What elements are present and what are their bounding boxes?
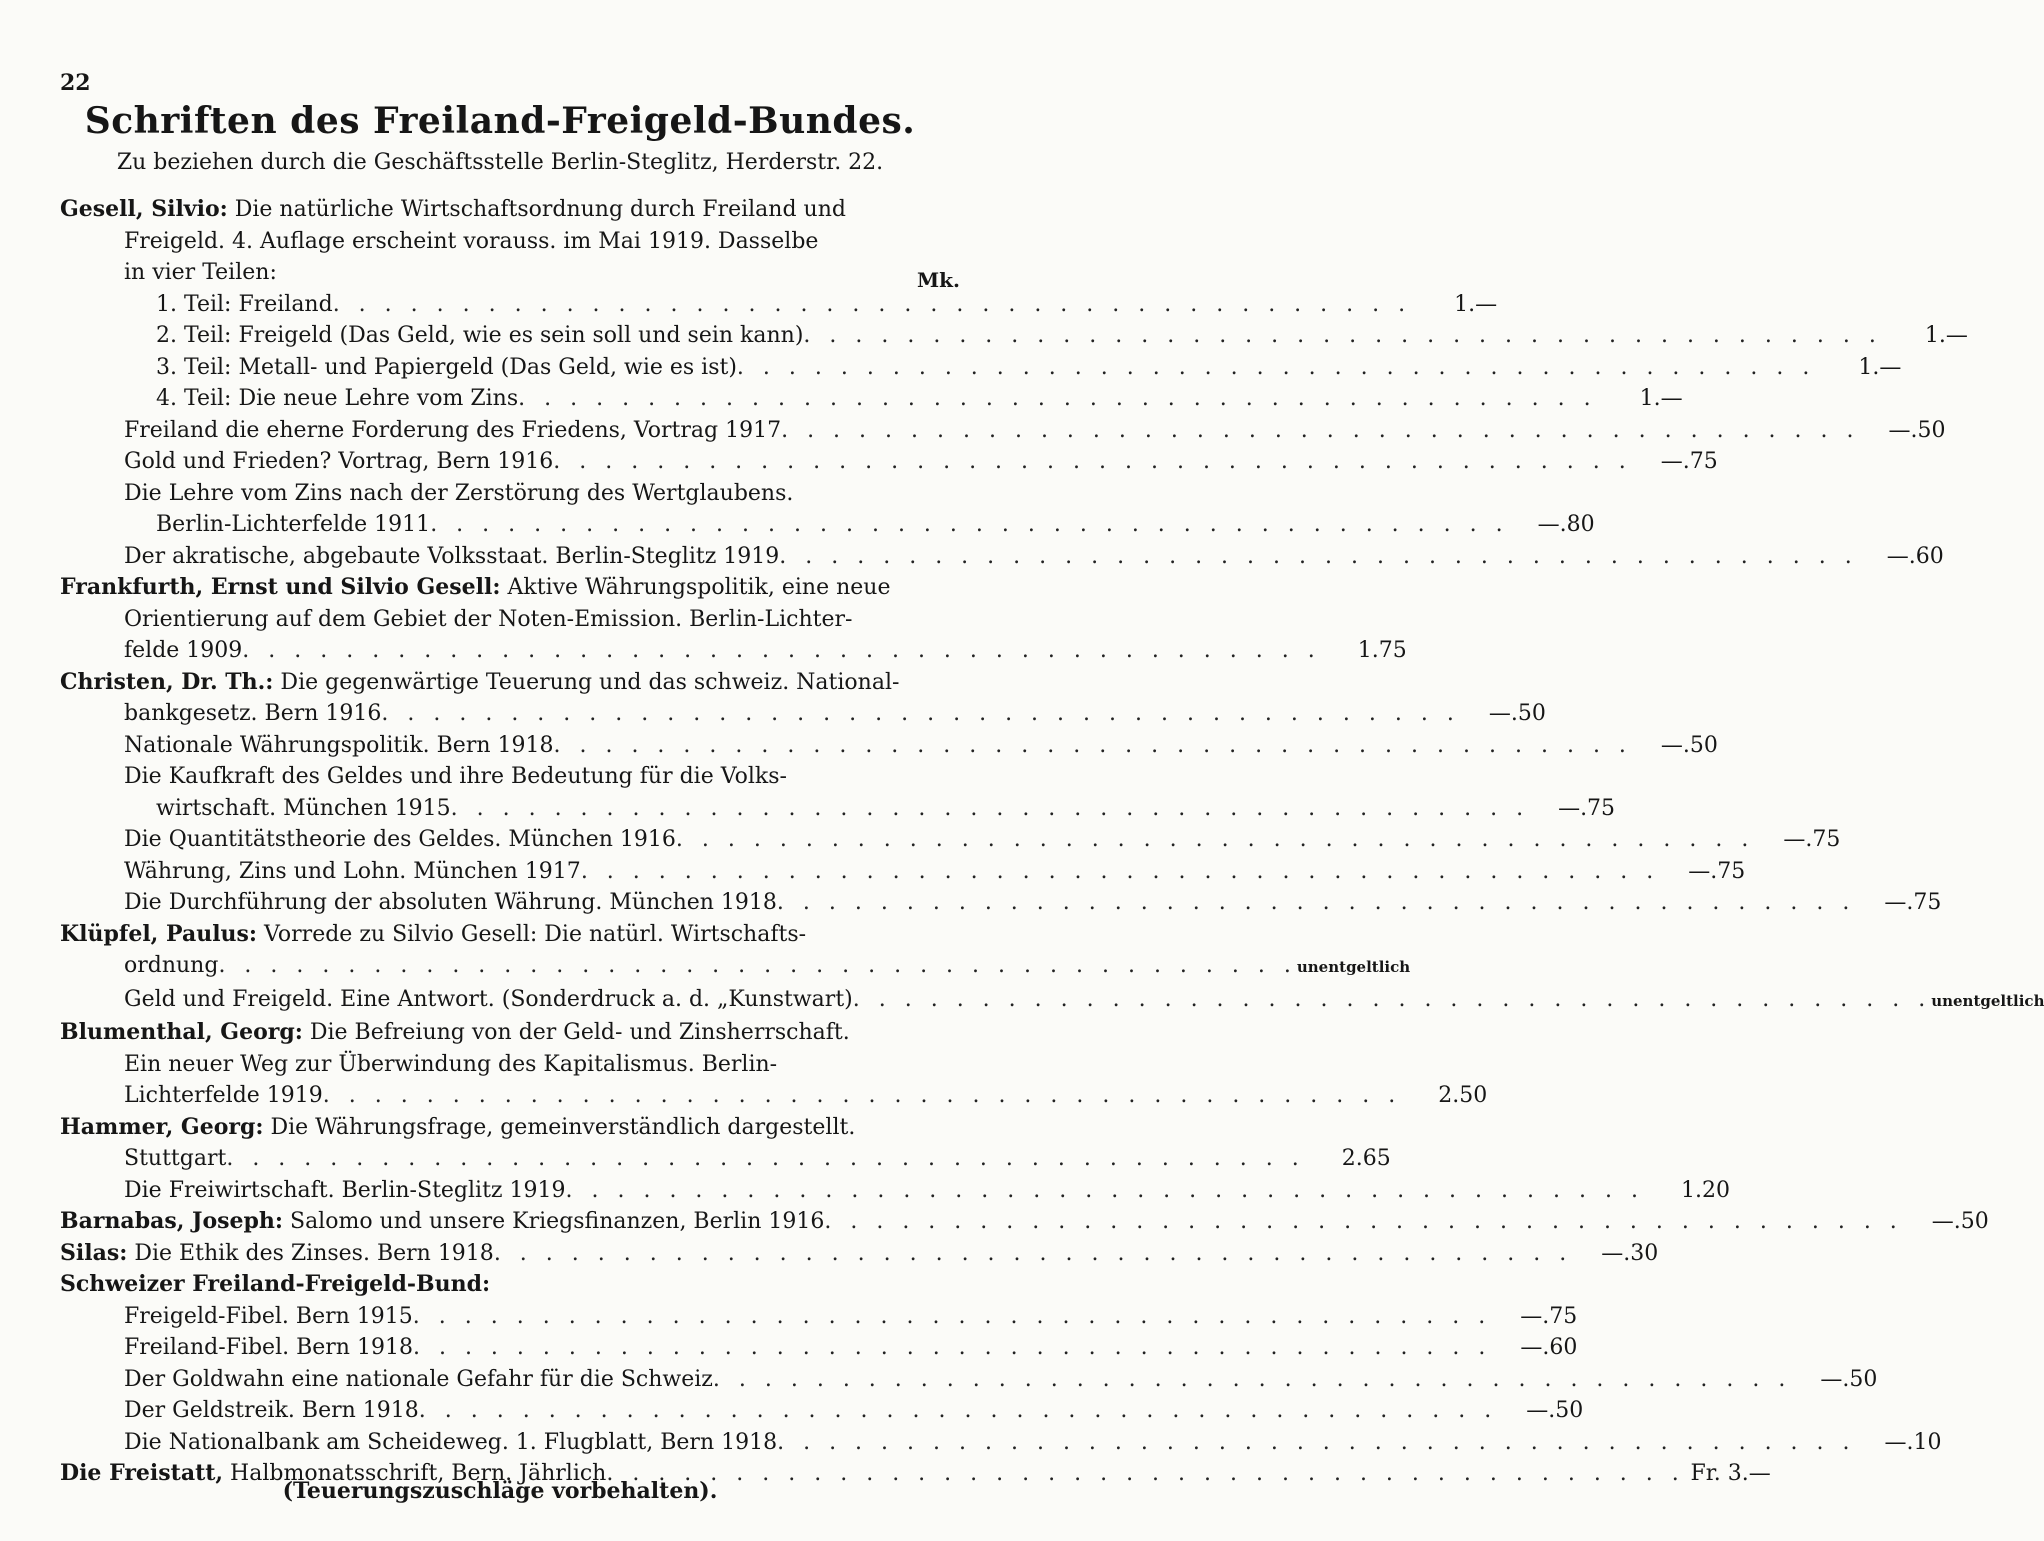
list-item (60, 856, 1746, 888)
publication-list (60, 194, 2044, 1490)
author-name: Klüpfel, Paulus: (60, 920, 258, 947)
entry-text: Orientierung auf dem Gebiet der Noten-Emission. Berlin-Lichter- (124, 606, 853, 632)
price: 1.— (1858, 354, 1902, 380)
list-item (60, 793, 1616, 825)
entry-text: Die Ethik des Zinses. Bern 1918 (127, 1240, 494, 1266)
list-item (60, 383, 1683, 415)
list-item (60, 446, 1718, 478)
leader-dots: . . . . . . . . . . . . . . . . . . . . . . . . . . . . . . . . . . . . . . . . . . (580, 858, 1660, 884)
entry-text: Ein neuer Weg zur Überwindung des Kapitalismus. Berlin- (124, 1051, 778, 1077)
list-item (60, 1332, 1578, 1364)
list-item (60, 320, 1968, 352)
list-item (60, 604, 960, 636)
list-item (60, 984, 2044, 1018)
leader-dots: . . . . . . . . . . . . . . . . . . . . . . . . . . . . . . . . . . . . . . . . . . (781, 417, 1860, 443)
entry-text: Freiland-Fibel. Bern 1918 (124, 1335, 413, 1360)
list-item (60, 1017, 960, 1049)
list-item (60, 415, 1946, 447)
leader-dots: . . . . . . . . . . . . . . . . . . . . . . . . . . . . . . . . . . . . . . . . . . (493, 1240, 1573, 1266)
list-item (60, 289, 1498, 321)
leader-dots: . . . . . . . . . . . . . . . . . . . . . . . . . . . . . . . . . . . . . . . . . . (518, 386, 1597, 411)
author-name: Christen, Dr. Th.: (60, 668, 274, 695)
page-title: Schriften des Freiland-Freigeld-Bundes. (84, 100, 916, 142)
price: —.50 (1488, 701, 1546, 726)
entry-text: Die Kaufkraft des Geldes und ihre Bedeutung für die Volks- (124, 764, 787, 789)
list-item (60, 635, 1407, 667)
price: —.60 (1520, 1335, 1578, 1360)
entry-text: Die gegenwärtige Teuerung und das schweiz. National- (273, 669, 900, 695)
price: Fr. 3.— (1690, 1461, 1771, 1486)
leader-dots: . . . . . . . . . . . . . . . . . . . . . . . . . . . . . . . . . . . . . . . . . . (226, 1146, 1305, 1171)
list-item (60, 1427, 1942, 1459)
list-item (60, 194, 960, 226)
leader-dots: . . . . . . . . . . . . . . . . . . . . . . . . . . . . . . . . . . . . . . . . . . (824, 1209, 1903, 1234)
list-item (60, 887, 1942, 919)
list-item (60, 1395, 1584, 1427)
price: —.60 (1886, 543, 1944, 569)
price: —.10 (1884, 1429, 1942, 1455)
price: 1.20 (1680, 1177, 1730, 1203)
list-item (60, 1269, 960, 1301)
entry-text: Die Quantitätstheorie des Geldes. München 1916 (124, 827, 676, 852)
leader-dots: . . . . . . . . . . . . . . . . . . . . . . . . . . . . . . . . . . . . . . . . . . (852, 986, 1932, 1012)
author-name: Barnabas, Joseph: (60, 1208, 283, 1234)
leader-dots: . . . . . . . . . . . . . . . . . . . . . . . . . . . . . . . . . . . . . . . . . . (381, 701, 1460, 726)
list-item (60, 950, 1411, 984)
author-name: Hammer, Georg: (60, 1113, 264, 1140)
author-name: Frankfurth, Ernst und Silvio Gesell: (60, 574, 501, 600)
entry-text: bankgesetz. Bern 1916 (124, 701, 382, 726)
entry-text: Freigeld. 4. Auflage erscheint vorauss. im Mai 1919. Dasselbe (124, 228, 819, 254)
leader-dots: . . . . . . . . . . . . . . . . . . . . . . . . . . . . . . . . . . . . . . . . . . (675, 827, 1755, 852)
list-item (60, 1080, 1488, 1112)
leader-dots: . . . . . . . . . . . . . . . . . . . . . . . . . . . . . . . . . . . . . . . . . . (776, 890, 1856, 915)
price: —.30 (1601, 1240, 1659, 1266)
price: 2.50 (1438, 1083, 1488, 1108)
entry-text: ordnung (124, 953, 219, 978)
entry-text: Die natürliche Wirtschaftsordnung durch Freiland und (227, 197, 846, 222)
price: 1.— (1454, 291, 1498, 317)
price: —.75 (1660, 449, 1718, 474)
list-item (60, 730, 1718, 762)
entry-text: Freiland die eherne Forderung des Friedens, Vortrag 1917 (124, 417, 782, 443)
leader-dots: . . . . . . . . . . . . . . . . . . . . . . . . . . . . . . . . . . . . . . . . . . (242, 638, 1321, 663)
entry-text: Die Währungsfrage, gemeinverständlich dargestellt. (263, 1114, 856, 1140)
page-subtitle: Zu beziehen durch die Geschäftsstelle Berlin-Steglitz, Herderstr. 22. (116, 150, 884, 175)
list-item (60, 1238, 1659, 1270)
author-name: Blumenthal, Georg: (60, 1019, 303, 1045)
price: —.75 (1558, 795, 1616, 821)
list-item (60, 824, 1841, 856)
entry-text: felde 1909 (124, 638, 243, 663)
price: —.50 (1931, 1209, 1989, 1234)
price: 1.75 (1357, 638, 1407, 663)
entry-text: Der Goldwahn eine nationale Gefahr für die Schweiz (124, 1366, 713, 1392)
entry-text: wirtschaft. München 1915 (156, 795, 451, 821)
entry-text: Die Durchführung der absoluten Währung. München 1918 (124, 890, 777, 915)
leader-dots: . . . . . . . . . . . . . . . . . . . . . . . . . . . . . . . . . . . . . . . . . . (418, 1398, 1498, 1423)
entry-text: 2. Teil: Freigeld (Das Geld, wie es sein soll und sein kann) (156, 323, 804, 348)
entry-text: Die Nationalbank am Scheideweg. 1. Flugblatt, Bern 1918 (124, 1429, 778, 1455)
list-item (60, 478, 960, 510)
price: —.50 (1660, 732, 1718, 758)
entry-text: Berlin-Lichterfelde 1911 (156, 512, 431, 537)
price: unentgeltlich (1296, 958, 1411, 976)
leader-dots: . . . . . . . . . . . . . . . . . . . . . . . . . . . . . . . . . . . . . . . . . . (553, 732, 1632, 758)
author-name: Schweizer Freiland-Freigeld-Bund: (60, 1271, 491, 1297)
list-item (60, 1049, 960, 1081)
price: —.50 (1820, 1366, 1878, 1392)
price: —.75 (1783, 827, 1841, 852)
entry-text: Währung, Zins und Lohn. München 1917 (124, 858, 581, 884)
list-item (60, 257, 960, 289)
entry-text: Die Lehre vom Zins nach der Zerstörung des Wertglaubens. (124, 480, 794, 506)
list-item (60, 1364, 1878, 1396)
entry-text: Nationale Währungspolitik. Bern 1918 (124, 732, 554, 758)
leader-dots: . . . . . . . . . . . . . . . . . . . . . . . . . . . . . . . . . . . . . . . . . . (803, 323, 1882, 348)
author-name: Die Freistatt, (60, 1460, 224, 1486)
entry-text: Gold und Frieden? Vortrag, Bern 1916 (124, 449, 554, 474)
list-item (60, 667, 960, 699)
leader-dots: . . . . . . . . . . . . . . . . . . . . . . . . . . . . . . . . . . . . . . . . . . (736, 354, 1816, 380)
entry-text: Freigeld-Fibel. Bern 1915 (124, 1303, 413, 1329)
price: —.75 (1884, 890, 1942, 915)
list-item (60, 541, 1944, 573)
entry-text: 4. Teil: Die neue Lehre vom Zins (156, 386, 519, 411)
leader-dots: . . . . . . . . . . . . . . . . . . . . . . . . . . . . . . . . . . . . . . . . . . (412, 1335, 1492, 1360)
entry-text: Die Befreiung von der Geld- und Zinsherrschaft. (302, 1020, 850, 1045)
list-item (60, 572, 960, 604)
entry-text: 3. Teil: Metall- und Papiergeld (Das Geld, wie es ist) (156, 354, 737, 380)
leader-dots: . . . . . . . . . . . . . . . . . . . . . . . . . . . . . . . . . . . . . . . . . . (777, 1429, 1856, 1455)
list-item (60, 1175, 1730, 1207)
entry-text: Der Geldstreik. Bern 1918 (124, 1398, 419, 1423)
entry-text: Lichterfelde 1919 (124, 1083, 323, 1108)
price: —.50 (1526, 1398, 1584, 1423)
entry-text: Aktive Währungspolitik, eine neue (500, 575, 891, 600)
list-item (60, 352, 1902, 384)
footer-note: (Teuerungszuschläge vorbehalten). (282, 1478, 718, 1504)
leader-dots: . . . . . . . . . . . . . . . . . . . . . . . . . . . . . . . . . . . . . . . . . . (565, 1177, 1644, 1203)
price: —.75 (1520, 1303, 1578, 1329)
list-item (60, 698, 1546, 730)
author-name: Gesell, Silvio: (60, 196, 228, 222)
entry-text: Der akratische, abgebaute Volksstaat. Berlin-Steglitz 1919 (124, 543, 780, 569)
list-item (60, 1143, 1391, 1175)
price: 1.— (1924, 323, 1968, 348)
list-item (60, 919, 960, 951)
list-item (60, 1206, 1989, 1238)
entry-text: Halbmonatsschrift, Bern. Jährlich (223, 1461, 607, 1486)
entry-text: 1. Teil: Freiland (156, 291, 333, 317)
author-name: Silas: (60, 1239, 128, 1266)
leader-dots: . . . . . . . . . . . . . . . . . . . . . . . . . . . . . . . . . . . . . . . . . . (553, 449, 1632, 474)
currency-header: Mk. (917, 268, 960, 292)
leader-dots: . . . . . . . . . . . . . . . . . . . . . . . . . . . . . . . . . . . . . . . . . . (712, 1366, 1792, 1392)
price: —.80 (1537, 512, 1595, 537)
price: unentgeltlich (1931, 991, 2044, 1010)
price: 1.— (1639, 386, 1683, 411)
leader-dots: . . . . . . . . . . . . . . . . . . . . . . . . . . . . . . . . . . . . . . . . . . (412, 1303, 1492, 1329)
price: —.75 (1688, 858, 1746, 884)
leader-dots: . . . . . . . . . . . . . . . . . . . . . . . . . . . . . . . . . . . . . . . . . . (332, 291, 1412, 317)
entry-text: Salomo und unsere Kriegsfinanzen, Berlin 1916 (283, 1209, 825, 1234)
leader-dots: . . . . . . . . . . . . . . . . . . . . . . . . . . . . . . . . . . . . . . . . . . (450, 795, 1530, 821)
entry-text: Die Freiwirtschaft. Berlin-Steglitz 1919 (124, 1177, 566, 1203)
entry-text: Vorrede zu Silvio Gesell: Die natürl. Wirtschafts- (257, 921, 807, 947)
entry-text: Geld und Freigeld. Eine Antwort. (Sonderdruck a. d. „Kunstwart) (124, 986, 853, 1012)
entry-text: Stuttgart (124, 1146, 227, 1171)
leader-dots: . . . . . . . . . . . . . . . . . . . . . . . . . . . . . . . . . . . . . . . . . . (218, 953, 1297, 978)
list-item (60, 226, 960, 258)
list-item (60, 1301, 1578, 1333)
entry-text: in vier Teilen: (124, 260, 277, 285)
price: —.50 (1888, 417, 1946, 443)
price: 2.65 (1341, 1146, 1391, 1171)
page-number: 22 (60, 70, 91, 96)
list-item (60, 509, 1595, 541)
leader-dots: . . . . . . . . . . . . . . . . . . . . . . . . . . . . . . . . . . . . . . . . . . (606, 1461, 1685, 1486)
list-item (60, 761, 960, 793)
leader-dots: . . . . . . . . . . . . . . . . . . . . . . . . . . . . . . . . . . . . . . . . . . (779, 543, 1858, 569)
leader-dots: . . . . . . . . . . . . . . . . . . . . . . . . . . . . . . . . . . . . . . . . . . (430, 512, 1509, 537)
leader-dots: . . . . . . . . . . . . . . . . . . . . . . . . . . . . . . . . . . . . . . . . . . (322, 1083, 1402, 1108)
list-item (60, 1112, 960, 1144)
